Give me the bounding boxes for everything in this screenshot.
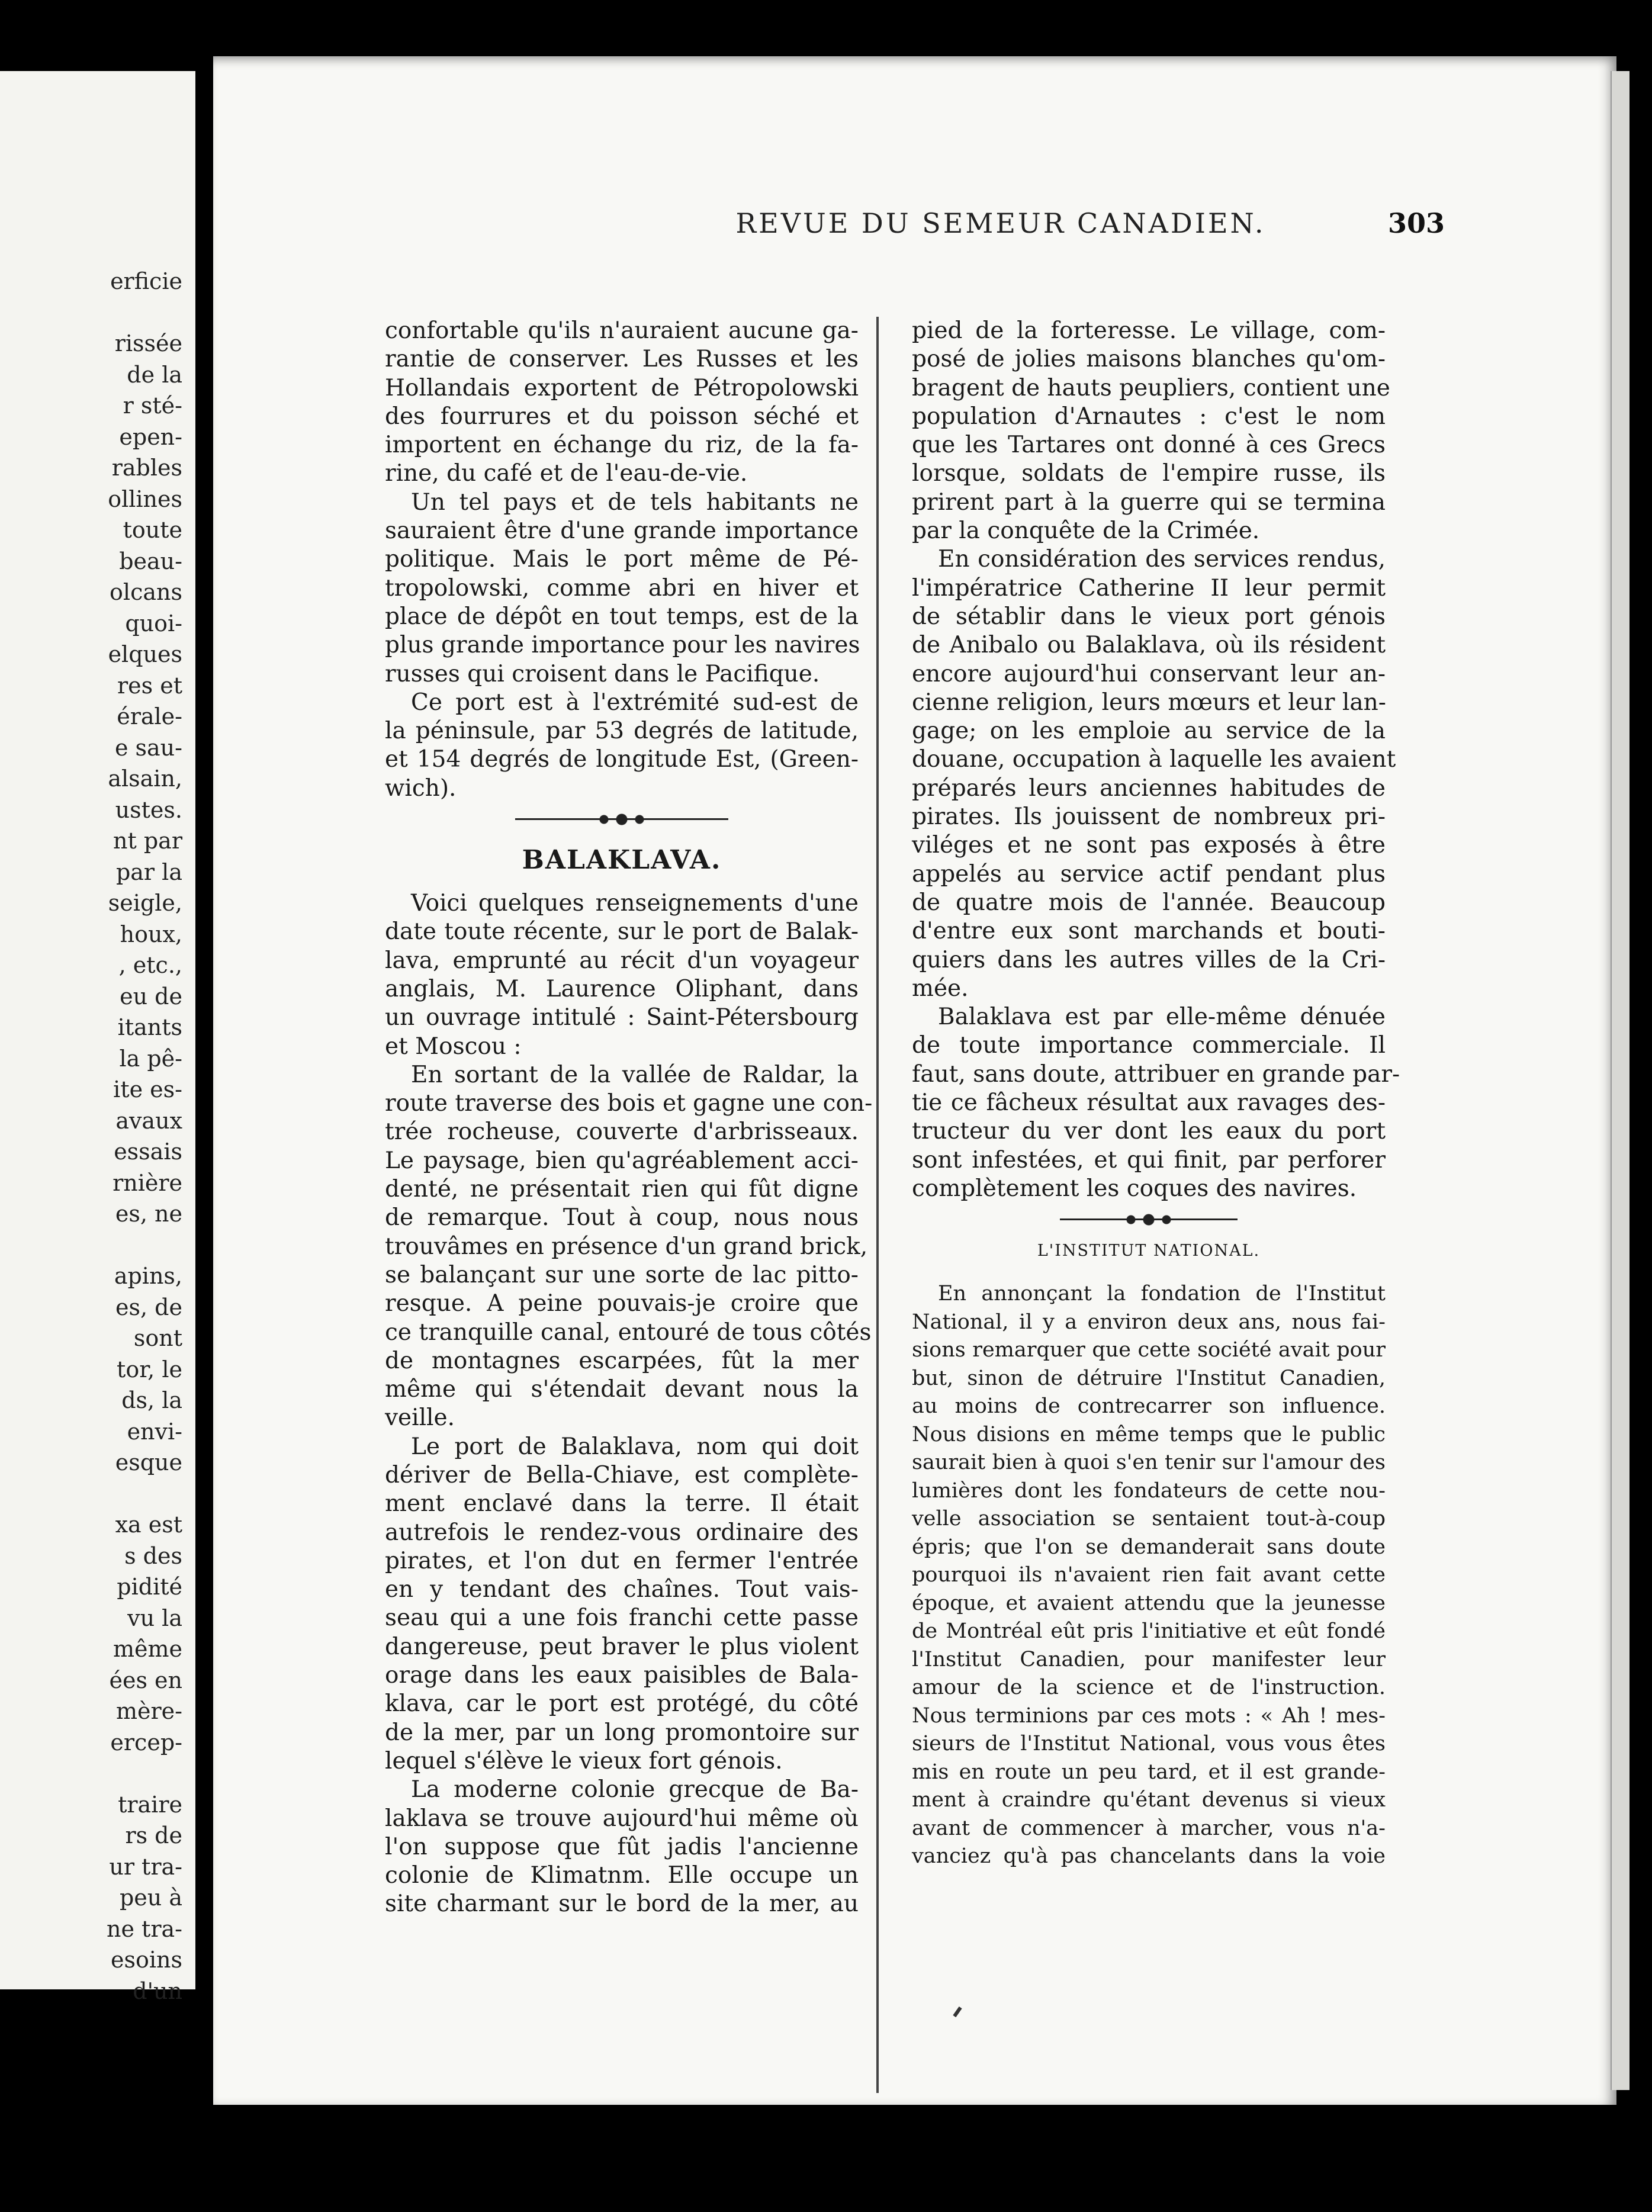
text-line: confortable qu'ils n'auraient aucune ga- [385, 317, 859, 344]
text-line: se balançant sur une sorte de lac pitto- [385, 1261, 859, 1288]
text-line: posé de jolies maisons blanches qu'om- [912, 346, 1386, 373]
text-line: saurait bien à quoi s'en tenir sur l'amour des [912, 1451, 1386, 1475]
text-line: trouvâmes en présence d'un grand brick, [385, 1233, 868, 1260]
text-line: plus grande importance pour les navires [385, 632, 860, 659]
text-line: La moderne colonie grecque de Ba- [411, 1776, 859, 1803]
text-line: vanciez qu'à pas chancelants dans la voie [912, 1844, 1386, 1869]
facing-page-text: ite es- [113, 1076, 182, 1102]
text-line: pied de la forteresse. Le village, com- [912, 317, 1386, 344]
text-line: épris; que l'on se demanderait sans doute [912, 1535, 1386, 1559]
text-line: autrefois le rendez-vous ordinaire des [385, 1519, 859, 1546]
facing-page-text: ds, la [121, 1387, 182, 1413]
facing-page-text: xa est [115, 1512, 182, 1538]
text-line: même qui s'étendait devant nous la [385, 1376, 859, 1403]
text-line: anglais, M. Laurence Oliphant, dans [385, 975, 859, 1002]
text-line: sieurs de l'Institut National, vous vous êtes [912, 1732, 1386, 1756]
text-line: de toute importance commerciale. Il [912, 1032, 1386, 1059]
text-line: Voici quelques renseignements d'une [411, 890, 859, 917]
facing-page-text: la pê- [119, 1045, 182, 1072]
facing-page-text: sont [133, 1325, 182, 1351]
facing-page-text: avaux [115, 1107, 182, 1134]
text-line: tropolowski, comme abri en hiver et [385, 574, 859, 602]
text-line: En sortant de la vallée de Raldar, la [411, 1061, 859, 1088]
column-rule [876, 317, 879, 2093]
facing-page-text: ne tra- [107, 1915, 182, 1942]
facing-page-text: nt par [113, 828, 182, 854]
paragraph [385, 1433, 859, 1776]
text-line: lumières dont les fondateurs de cette nou- [912, 1478, 1386, 1503]
text-line: de Anibalo ou Balaklava, où ils résident [912, 632, 1386, 659]
paragraph [385, 1776, 859, 1918]
page-number: 303 [1387, 207, 1445, 239]
text-line: gage; on les emploie au service de la [912, 718, 1386, 745]
facing-page-text: rs de [125, 1822, 182, 1848]
ink-mark [953, 2007, 962, 2017]
text-line: lorsque, soldats de l'empire russe, ils [912, 460, 1386, 487]
text-line: lequel s'élève le vieux fort génois. [385, 1747, 783, 1774]
facing-page-text: olcans [110, 579, 182, 605]
text-line: avant de commencer à marcher, vous n'a- [912, 1816, 1386, 1840]
facing-page-text: rissée [114, 330, 182, 356]
facing-page-text: , etc., [118, 952, 182, 978]
text-line: trée rocheuse, couverte d'arbrisseaux. [385, 1118, 859, 1146]
facing-page-text: s des [124, 1542, 182, 1569]
text-line: de sétablir dans le vieux port génois [912, 603, 1386, 630]
text-line: date toute récente, sur le port de Balak- [385, 918, 859, 946]
facing-page-fragment [0, 71, 197, 2004]
text-line: complètement les coques des navires. [912, 1175, 1357, 1202]
text-line: faut, sans doute, attribuer en grande par- [912, 1060, 1400, 1088]
paragraph [912, 1003, 1400, 1203]
text-line: seau qui a une fois franchi cette passe [385, 1605, 859, 1632]
text-line: que les Tartares ont donné à ces Grecs [912, 432, 1386, 459]
facing-page-text: itants [117, 1014, 182, 1040]
text-line: d'entre eux sont marchands et bouti- [912, 918, 1386, 945]
facing-page-text: tor, le [117, 1356, 182, 1382]
facing-page-text: mère- [115, 1698, 182, 1724]
facing-page-text: houx, [120, 921, 182, 947]
text-line: de Montréal eût pris l'initiative et eût fondé [912, 1619, 1386, 1644]
facing-page-text: rables [111, 455, 182, 481]
text-line: des fourrures et du poisson séché et [385, 403, 859, 430]
facing-page-text: érale- [117, 703, 182, 729]
text-line: cienne religion, leurs mœurs et leur lan- [912, 689, 1386, 716]
text-line: préparés leurs anciennes habitudes de [912, 774, 1386, 802]
text-line: lava, emprunté au récit d'un voyageur [385, 947, 859, 974]
facing-page-text: pidité [117, 1574, 182, 1600]
facing-page-text: vu la [127, 1605, 182, 1631]
text-line: Nous disions en même temps que le public [912, 1422, 1386, 1446]
text-line: wich). [385, 774, 457, 802]
facing-page-text: ercep- [110, 1729, 182, 1756]
text-line: Le port de Balaklava, nom qui doit [411, 1433, 859, 1460]
text-line: importent en échange du riz, de la fa- [385, 432, 859, 459]
text-line: ment à craindre qu'étant devenus si vieux [912, 1788, 1386, 1812]
section-heading-institut-national: L'INSTITUT NATIONAL. [1037, 1242, 1261, 1261]
text-line: Balaklava est par elle-même dénuée [938, 1004, 1386, 1031]
facing-page-text: erficie [110, 268, 182, 294]
text-line: En considération des services rendus, [938, 546, 1386, 573]
facing-page-text: eu de [120, 983, 182, 1009]
facing-page-text: d'un [133, 1978, 182, 2004]
facing-page-text: ur tra- [109, 1853, 182, 1880]
text-line: la péninsule, par 53 degrés de latitude, [385, 718, 859, 745]
text-line: époque, et avaient attendu que la jeunesse [912, 1591, 1386, 1615]
paragraph [912, 317, 1390, 545]
text-line: mis en route un peu tard, et il est grande- [912, 1760, 1386, 1784]
facing-page-text: es, de [115, 1294, 182, 1320]
text-line: mée. [912, 975, 969, 1002]
text-line: National, il y a environ deux ans, nous fai- [912, 1310, 1386, 1334]
text-line: pirates. Ils jouissent de nombreux pri- [912, 803, 1386, 831]
text-line: de quatre mois de l'année. Beaucoup [912, 889, 1386, 916]
text-line: rine, du café et de l'eau-de-vie. [385, 460, 748, 487]
facing-page-text: beau- [119, 548, 182, 574]
text-line: Le paysage, bien qu'agréablement acci- [385, 1147, 859, 1174]
text-line: denté, ne présentait rien qui fût digne [385, 1176, 859, 1203]
text-line: au moins de contrecarrer son influence. [912, 1394, 1386, 1419]
facing-page-text: apins, [114, 1263, 182, 1289]
text-line: bragent de hauts peupliers, contient une [912, 374, 1390, 401]
paragraph [385, 317, 859, 488]
facing-page-text: par la [115, 859, 182, 885]
paragraph [385, 1061, 873, 1433]
facing-page-text: ées en [109, 1667, 182, 1693]
text-line: appelés au service actif pendant plus [912, 860, 1386, 888]
text-line: Un tel pays et de tels habitants ne [411, 488, 859, 516]
facing-page-text: res et [117, 672, 182, 699]
right-column [912, 317, 1400, 1871]
journal-title: REVUE DU SEMEUR CANADIEN. [735, 207, 1266, 239]
left-column [385, 317, 873, 1919]
facing-page-text: toute [123, 517, 182, 543]
text-line: orage dans les eaux paisibles de Bala- [385, 1662, 859, 1689]
text-line: russes qui croisent dans le Pacifique. [385, 660, 820, 687]
facing-page-text: même [113, 1636, 182, 1662]
text-line: en y tendant des chaînes. Tout vais- [385, 1576, 859, 1603]
facing-page-text: esoins [111, 1947, 182, 1973]
facing-page-text: envi- [127, 1418, 182, 1445]
running-header [213, 207, 1616, 243]
text-line: de remarque. Tout à coup, nous nous [385, 1204, 859, 1232]
paragraph [385, 488, 859, 689]
text-line: rantie de conserver. Les Russes et les [385, 346, 859, 373]
text-line: tie ce fâcheux résultat aux ravages des- [912, 1089, 1386, 1117]
facing-page-text: traire [118, 1791, 182, 1818]
text-line: laklava se trouve aujourd'hui même où [385, 1805, 859, 1832]
ornament-divider [515, 811, 728, 828]
text-line: et 154 degrés de longitude Est, (Green- [385, 746, 859, 773]
page [213, 56, 1616, 2105]
text-line: place de dépôt en tout temps, est de la [385, 603, 859, 630]
text-line: sions remarquer que cette société avait pour [912, 1338, 1386, 1362]
text-line: l'impératrice Catherine II leur permit [912, 574, 1386, 602]
text-line: sont infestées, et qui finit, par perforer [912, 1146, 1386, 1173]
section-heading-balaklava: BALAKLAVA. [522, 845, 722, 876]
text-line: pirates, et l'on dut en fermer l'entrée [385, 1547, 859, 1574]
text-line: amour de la science et de l'instruction. [912, 1676, 1386, 1700]
text-line: velle association se sentaient tout-à-coup [912, 1507, 1386, 1531]
paragraph [912, 545, 1396, 1003]
ornament-divider [1060, 1211, 1238, 1228]
text-line: veille. [385, 1404, 455, 1432]
text-line: site charmant sur le bord de la mer, au [385, 1891, 859, 1918]
text-line: Ce port est à l'extrémité sud-est de [411, 689, 859, 716]
paragraph [912, 1280, 1386, 1871]
text-line: de montagnes escarpées, fût la mer [385, 1347, 859, 1374]
facing-page-text: ollines [108, 486, 182, 512]
text-line: En annonçant la fondation de l'Institut [938, 1282, 1386, 1306]
facing-page-text: e sau- [114, 734, 182, 761]
text-line: l'Institut Canadien, pour manifester leur [912, 1647, 1386, 1671]
text-line: ce tranquille canal, entouré de tous côtés [385, 1319, 872, 1346]
text-line: par la conquête de la Crimée. [912, 517, 1260, 545]
text-line: politique. Mais le port même de Pé- [385, 546, 859, 573]
text-line: but, sinon de détruire l'Institut Canadien, [912, 1366, 1386, 1390]
facing-page-text: quoi- [125, 610, 182, 636]
text-line: quiers dans les autres villes de la Cri- [912, 946, 1386, 973]
text-line: encore aujourd'hui conservant leur an- [912, 660, 1386, 687]
text-line: klava, car le port est protégé, du côté [385, 1690, 859, 1718]
facing-page-text: elques [108, 641, 182, 667]
text-line: viléges et ne sont pas exposés à être [912, 832, 1386, 859]
text-line: sauraient être d'une grande importance [385, 517, 859, 545]
facing-page-text: essais [114, 1139, 182, 1165]
page-edge [1611, 71, 1629, 2090]
text-line: l'on suppose que fût jadis l'ancienne [385, 1833, 859, 1860]
facing-page-text: r sté- [123, 393, 182, 419]
text-line: prirent part à la guerre qui se termina [912, 488, 1386, 516]
text-line: colonie de Klimatnm. Elle occupe un [385, 1862, 859, 1889]
facing-page-text: de la [127, 361, 182, 388]
facing-page-text: seigle, [108, 890, 182, 916]
text-line: de la mer, par un long promontoire sur [385, 1719, 859, 1746]
text-line: tructeur du ver dont les eaux du port [912, 1118, 1386, 1145]
text-line: dériver de Bella-Chiave, est complète- [385, 1461, 859, 1488]
text-line: route traverse des bois et gagne une con- [385, 1090, 873, 1117]
text-line: et Moscou : [385, 1033, 522, 1060]
paragraph [385, 689, 859, 803]
text-line: pourquoi ils n'avaient rien fait avant cette [912, 1563, 1386, 1587]
text-line: un ouvrage intitulé : Saint-Pétersbourg [385, 1004, 859, 1031]
facing-page-text: epen- [119, 423, 182, 450]
text-line: douane, occupation à laquelle les avaient [912, 746, 1396, 773]
facing-page-text: alsain, [108, 766, 182, 792]
text-line: Hollandais exportent de Pétropolowski [385, 374, 859, 401]
text-line: resque. A peine pouvais-je croire que [385, 1290, 859, 1317]
text-line: dangereuse, peut braver le plus violent [385, 1633, 859, 1660]
text-line: population d'Arnautes : c'est le nom [912, 403, 1386, 430]
text-line: ment enclavé dans la terre. Il était [385, 1490, 859, 1517]
facing-page-text: esque [115, 1449, 182, 1475]
facing-page-text: es, ne [115, 1201, 182, 1227]
facing-page-text: ustes. [115, 796, 182, 823]
text-line: Nous terminions par ces mots : « Ah ! mes- [912, 1703, 1386, 1728]
facing-page-text: peu à [119, 1885, 182, 1911]
facing-page-text: rnière [113, 1169, 182, 1196]
paragraph [385, 889, 859, 1061]
